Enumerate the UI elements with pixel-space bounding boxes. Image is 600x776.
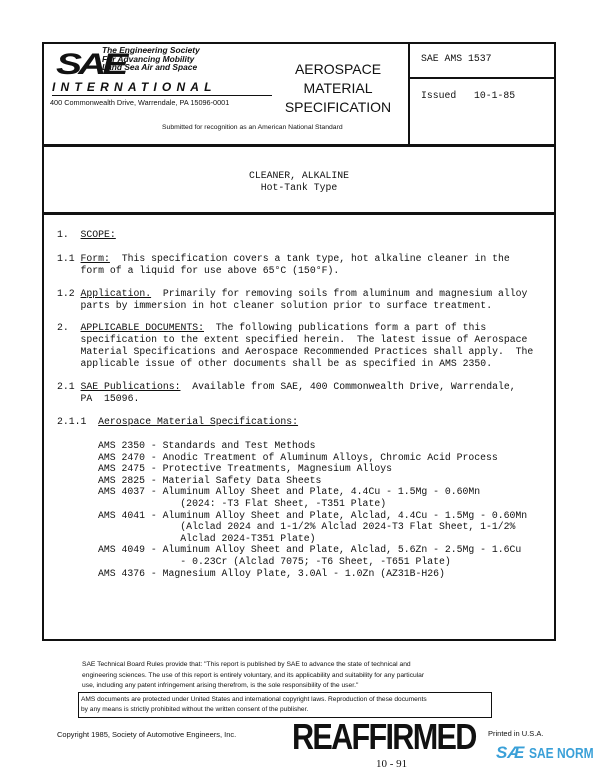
society-tagline: The Engineering Society For Advancing Mobility Land Sea Air and Space xyxy=(102,45,200,73)
list-item: - 0.23Cr (Alclad 7075; -T6 Sheet, -T651 Plate) xyxy=(98,555,451,567)
issued-label: Issued xyxy=(421,90,457,101)
section-2: 2. APPLICABLE DOCUMENTS: The following publications form a part of this specification to the extent specified herein. The latest issue of Aerospace Material Specifications and Aerospace Recommended Practices shall apply. The applicable issue of other documents shall be as specified in AMS 2350. xyxy=(57,322,534,369)
header-divider xyxy=(408,42,410,146)
list-item: AMS 4041 - Aluminum Alloy Sheet and Plate, Alclad, 4.4Cu - 1.5Mg - 0.60Mn xyxy=(98,509,528,521)
issued-date: 10-1-85 xyxy=(474,90,516,101)
sae-norm-logo-icon: SÆ xyxy=(496,743,525,762)
list-item: AMS 4037 - Aluminum Alloy Sheet and Plate, 4.4Cu - 1.5Mg - 0.60Mn xyxy=(98,486,481,498)
doc-type-title: AEROSPACE MATERIAL SPECIFICATION xyxy=(284,61,392,115)
list-item: AMS 2475 - Protective Treatments, Magnesium Alloys xyxy=(98,463,392,475)
list-item: AMS 2350 - Standards and Test Methods xyxy=(98,440,316,451)
copyright-notice-box: AMS documents are protected under United States and international copyright laws. Reproduction of these documents by any means is strictly prohibited without the written consent of the publisher. xyxy=(78,692,492,718)
section-1-2: 1.2 Application. Primarily for removing soils from aluminum and magnesium alloy parts by immersion in hot cleaner solution prior to surface treatment. xyxy=(57,288,528,311)
sae-norm-watermark: SÆ SAE NORM xyxy=(496,743,594,762)
list-item: (Alclad 2024 and 1-1/2% Alclad 2024-T3 Flat Sheet, 1-1/2% xyxy=(98,521,516,533)
reaffirmed-stamp: REAFFIRMED xyxy=(292,716,476,757)
list-item: AMS 2825 - Material Safety Data Sheets xyxy=(98,474,322,486)
section-1: 1. SCOPE: xyxy=(57,229,116,240)
submitted-note: Submitted for recognition as an American National Standard xyxy=(162,124,343,131)
stamp-date: 10 - 91 xyxy=(376,758,408,770)
sae-logo xyxy=(56,48,125,82)
spec-title: CLEANER, ALKALINE Hot-Tank Type xyxy=(249,170,349,193)
list-item: Alclad 2024-T351 Plate) xyxy=(98,532,316,544)
printed-in: Printed in U.S.A. xyxy=(488,729,544,738)
copyright: Copyright 1985, Society of Automotive Engineers, Inc. xyxy=(57,730,237,739)
technical-board-rules: SAE Technical Board Rules provide that: "This report is published by SAE to advance the state of technical and engineering sciences. The use of this report is entirely voluntary, and its applicability and suitability for any particular use, including any patent infringement arising therefrom, is the sole responsibility of the user." xyxy=(82,661,425,689)
sae-logo-mark: SAE xyxy=(56,48,125,81)
list-item: (2024: -T3 Flat Sheet, -T351 Plate) xyxy=(98,497,387,509)
list-item: AMS 2470 - Anodic Treatment of Aluminum Alloys, Chromic Acid Process xyxy=(98,451,498,463)
list-item: AMS 4376 - Magnesium Alloy Plate, 3.0Al - 1.0Zn (AZ31B-H26) xyxy=(98,567,445,579)
section-2-1: 2.1 SAE Publications: Available from SAE, 400 Commonwealth Drive, Warrendale, PA 15096. xyxy=(57,381,516,404)
list-item: AMS 4049 - Aluminum Alloy Sheet and Plate, Alclad, 5.6Zn - 2.5Mg - 1.6Cu xyxy=(98,544,522,556)
international-label: INTERNATIONAL xyxy=(52,80,217,94)
section-1-1: 1.1 Form: This specification covers a tank type, hot alkaline cleaner in the form of a liquid for use above 65°C (150°F). xyxy=(57,253,510,276)
logo-rule xyxy=(52,95,272,96)
header-divider xyxy=(408,77,556,79)
address: 400 Commonwealth Drive, Warrendale, PA 15096-0001 xyxy=(50,98,230,107)
ams-list xyxy=(98,440,527,579)
doc-number: SAE AMS 1537 xyxy=(421,53,492,64)
section-2-1-1: 2.1.1 Aerospace Material Specifications: xyxy=(57,416,299,427)
